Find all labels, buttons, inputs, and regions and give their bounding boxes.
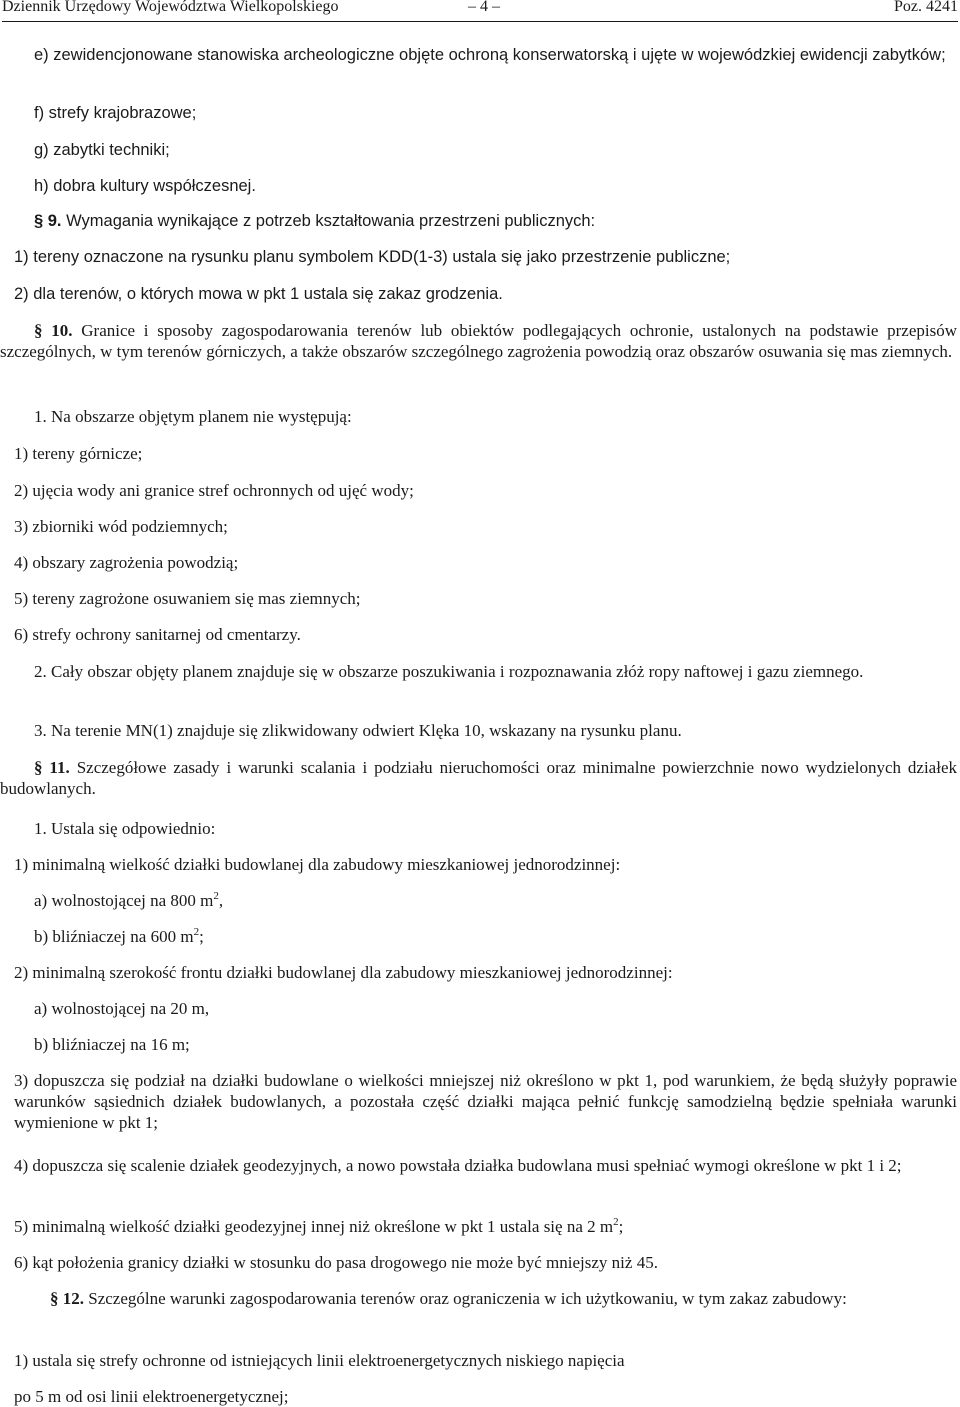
item-g: g) zabytki techniki; [34,141,170,159]
item-5-text: 5) minimalną wielkość działki geodezyjnej innej niż określone w pkt 1 ustala się na 2 m [14,1217,614,1236]
item-1b-text: b) bliźniaczej na 600 m [34,927,194,946]
item-1a-text: a) wolnostojącej na 800 m [34,891,214,910]
section-11-item-1a [34,890,960,911]
section-9-text: Wymagania wynikające z potrzeb kształtowania przestrzeni publicznych: [66,212,596,230]
section-10-point-1: 1. Na obszarze objętym planem nie występują: [34,407,352,426]
section-11-item-5 [14,1216,960,1237]
section-12-item-1: 1) ustala się strefy ochronne od istniejących linii elektroenergetycznych niskiego napięcia [14,1351,625,1370]
item-5-post: ; [618,1217,624,1236]
item-h: h) dobra kultury współczesnej. [34,177,256,195]
section-10-mark: § 10. [34,321,73,340]
page-number: – 4 – [468,0,500,15]
section-11-item-2a: a) wolnostojącej na 20 m, [34,999,210,1018]
position-number: Poz. 4241 [894,0,958,15]
section-11-item-6: 6) kąt położenia granicy działki w stosunku do pasa drogowego nie może być mniejszy niż 45. [14,1253,658,1272]
section-11-point-1: 1. Ustala się odpowiednio: [34,819,216,838]
section-12-mark: § 12. [50,1289,84,1308]
section-9-item-2: 2) dla terenów, o których mowa w pkt 1 ustala się zakaz grodzenia. [14,285,503,303]
section-12-item-1-cont: po 5 m od osi linii elektroenergetycznej; [14,1387,289,1406]
item-e: e) zewidencjonowane stanowiska archeologiczne objęte ochroną konserwatorską i ujęte w wojewódzkiej ewidencji zabytków; [34,46,946,64]
item-1a-sup: 2 [213,890,219,902]
section-12 [0,1288,957,1309]
section-11-item-2b: b) bliźniaczej na 16 m; [34,1035,190,1054]
section-11-item-1: 1) minimalną wielkość działki budowlanej dla zabudowy mieszkaniowej jednorodzinnej: [14,855,621,874]
section-9-item-1: 1) tereny oznaczone na rysunku planu symbolem KDD(1-3) ustala się jako przestrzenie publiczne; [14,248,731,266]
section-12-text: Szczególne warunki zagospodarowania terenów oraz ograniczenia w ich użytkowaniu, w tym zakaz zabudowy: [88,1289,847,1308]
journal-title: Dziennik Urzędowy Województwa Wielkopolskiego [2,0,339,15]
item-1b-post: ; [199,927,204,946]
section-10-point-2: 2. Cały obszar objęty planem znajduje się w obszarze poszukiwania i rozpoznawania złóż ropy naftowej i gazu ziemnego. [34,662,864,681]
section-11-text: Szczegółowe zasady i warunki scalania i podziału nieruchomości oraz minimalne powierzchnie nowo wydzielonych działek budowlanych. [0,758,958,798]
header-divider [2,21,958,22]
section-11-item-3: 3) dopuszcza się podział na działki budowlane o wielkości mniejszej niż określono w pkt 1, pod warunkiem, że będą służyły poprawie warunków sąsiednich działek budowlanych, a pozostała część działki mająca pełnić funkcję samodzielną będzie spełniała warunki wymienione w pkt 1; [14,1071,957,1132]
section-11-item-1b [34,926,960,947]
item-1b-sup: 2 [193,926,200,938]
section-11-item-2: 2) minimalną szerokość frontu działki budowlanej dla zabudowy mieszkaniowej jednorodzinnej: [14,963,673,982]
section-10-item-2: 2) ujęcia wody ani granice stref ochronnych od ujęć wody; [14,481,414,500]
section-10 [0,320,957,362]
section-9-mark: § 9. [34,212,62,230]
section-9 [34,211,960,232]
section-10-item-3: 3) zbiorniki wód podziemnych; [14,517,228,536]
page-header [0,0,960,20]
section-10-text: Granice i sposoby zagospodarowania terenów lub obiektów podlegających ochronie, ustalonych na podstawie przepisów szczególnych, w tym terenów górniczych, a także obszarów szczególnego zagrożenia powodzią oraz obszarów osuwania się mas ziemnych. [0,321,958,361]
section-10-item-4: 4) obszary zagrożenia powodzią; [14,553,239,572]
section-10-item-6: 6) strefy ochrony sanitarnej od cmentarzy. [14,625,301,644]
section-10-item-1: 1) tereny górnicze; [14,444,143,463]
item-5-sup: 2 [613,1216,619,1228]
section-11-item-4: 4) dopuszcza się scalenie działek geodezyjnych, a nowo powstała działka budowlana musi spełniać wymogi określone w pkt 1 i 2; [14,1156,902,1175]
section-11-mark: § 11. [34,758,70,777]
item-f: f) strefy krajobrazowe; [34,104,197,122]
section-11 [0,757,957,799]
section-10-point-3: 3. Na terenie MN(1) znajduje się zlikwidowany odwiert Klęka 10, wskazany na rysunku planu. [34,721,682,740]
section-10-item-5: 5) tereny zagrożone osuwaniem się mas ziemnych; [14,589,361,608]
item-1a-post: , [218,891,224,910]
